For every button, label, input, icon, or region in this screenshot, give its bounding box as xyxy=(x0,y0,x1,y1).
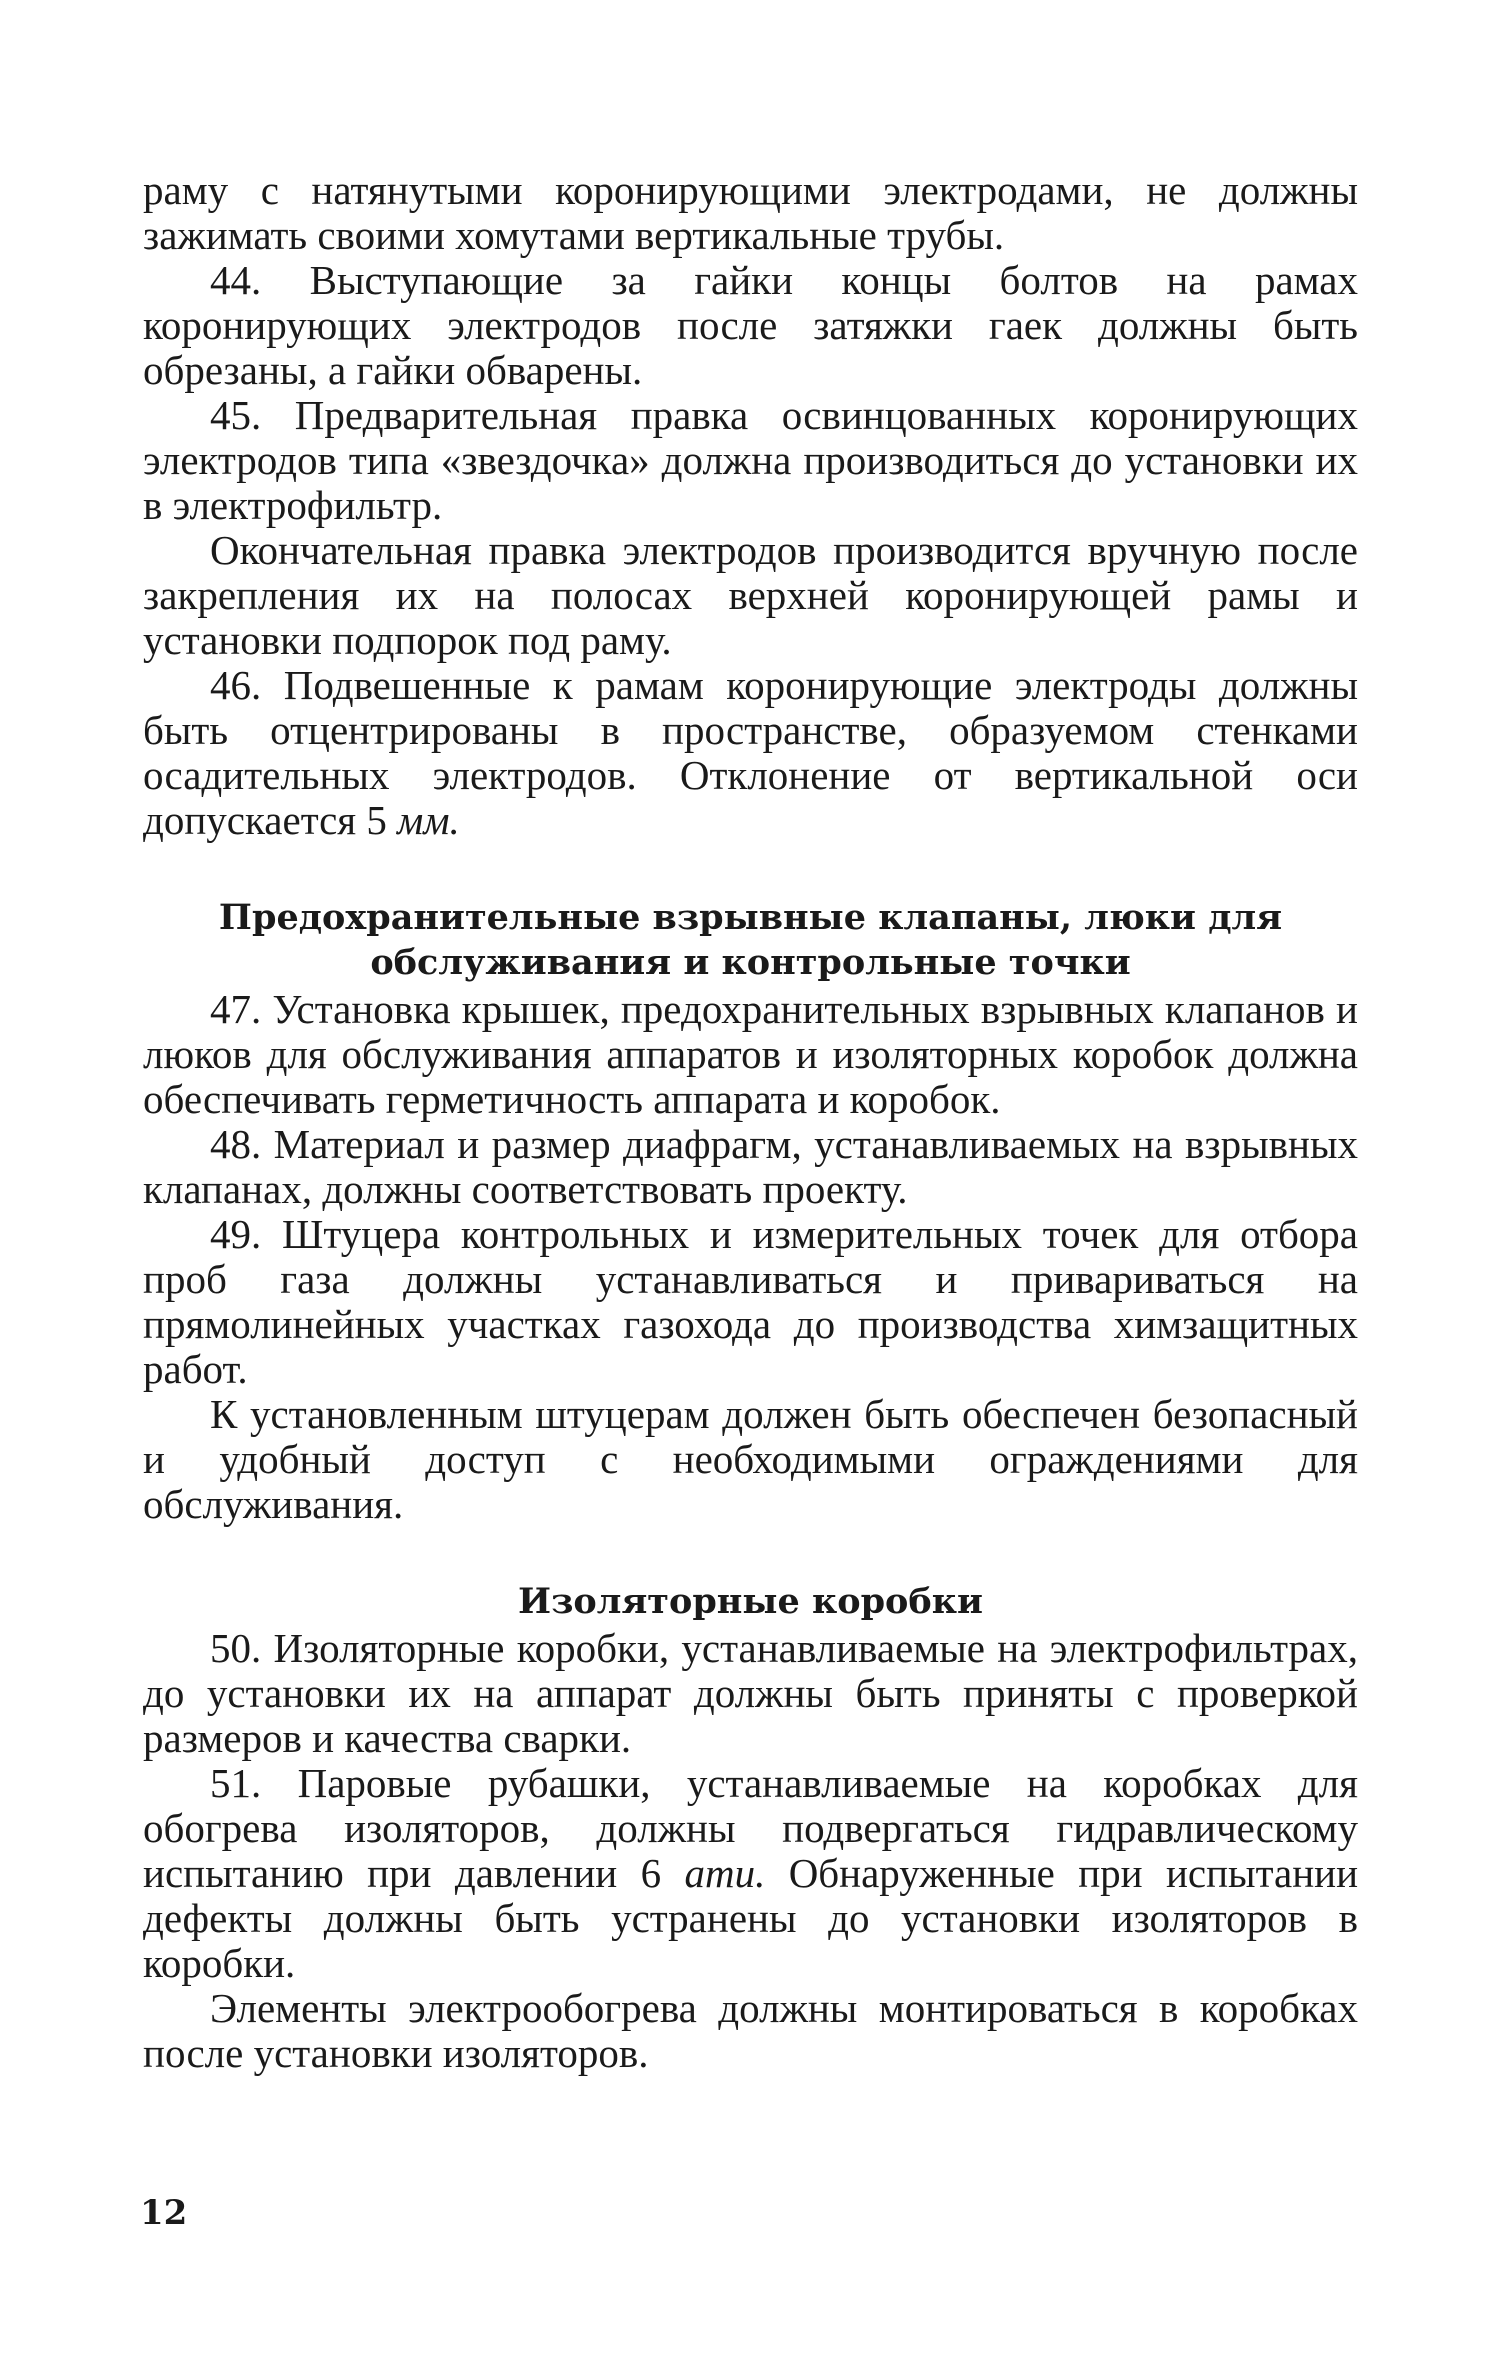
page-body xyxy=(143,168,1358,2076)
paragraph-electric-heating: Элементы электрообогрева должны монтироваться в коробках после установки изоляторов. xyxy=(143,1985,1358,2076)
paragraph-48: 48. Материал и размер диафрагм, устанавливаемых на взрывных клапанах, должны соответствовать проекту. xyxy=(143,1121,1358,1212)
section-heading-insulator-boxes: Изоляторные коробки xyxy=(518,1581,983,1622)
paragraph-47: 47. Установка крышек, предохранительных взрывных клапанов и люков для обслуживания аппаратов и изоляторных коробок должна обеспечивать герметичность аппарата и коробок. xyxy=(143,986,1358,1122)
paragraph-46-text: 46. Подвешенные к рамам коронирующие электроды должны быть отцентрированы в пространстве, образуемом стенками осадительных электродов. Отклонение от вертикальной оси допускается 5 xyxy=(143,662,1358,843)
page-number: 12 xyxy=(140,2193,188,2233)
paragraph-49: 49. Штуцера контрольных и измерительных точек для отбора проб газа должны устанавливаться и привариваться на прямолинейных участках газохода до производства химзащитных работ. xyxy=(143,1211,1358,1392)
unit-ati: ати. xyxy=(684,1850,766,1896)
paragraph-49-access: К установленным штуцерам должен быть обеспечен безопасный и удобный доступ с необходимыми ограждениями для обслуживания. xyxy=(143,1391,1358,1527)
paragraph-44: 44. Выступающие за гайки концы болтов на рамах коронирующих электродов после затяжки гаек должны быть обрезаны, а гайки обварены. xyxy=(143,257,1358,393)
paragraph-45-final-straightening: Окончательная правка электродов производится вручную после закрепления их на полосах верхней коронирующей рамы и установки подпорок под раму. xyxy=(143,527,1358,663)
paragraph-51 xyxy=(143,1761,1358,1986)
paragraph-45: 45. Предварительная правка освинцованных коронирующих электродов типа «звездочка» должна производиться до установки их в электрофильтр. xyxy=(143,392,1358,528)
paragraph-51-rest: Обнаруженные при испытании дефекты должны быть устранены до установки изоляторов в коробки. xyxy=(143,1850,1359,1986)
paragraph-51-text: 51. Паровые рубашки, устанавливаемые на коробках для обогрева изоляторов, должны подвергаться гидравлическому испытанию при давлении 6 xyxy=(143,1760,1358,1896)
paragraph-46 xyxy=(143,663,1358,843)
paragraph-50: 50. Изоляторные коробки, устанавливаемые на электрофильтрах, до установки их на аппарат должны быть приняты с проверкой размеров и качества сварки. xyxy=(143,1625,1358,1761)
section-heading-safety-valves: Предохранительные взрывные клапаны, люки для обслуживания и контрольные точки xyxy=(218,897,1283,983)
paragraph-continued: раму с натянутыми коронирующими электродами, не должны зажимать своими хомутами вертикальные трубы. xyxy=(143,167,1358,258)
unit-mm: мм. xyxy=(397,797,460,843)
